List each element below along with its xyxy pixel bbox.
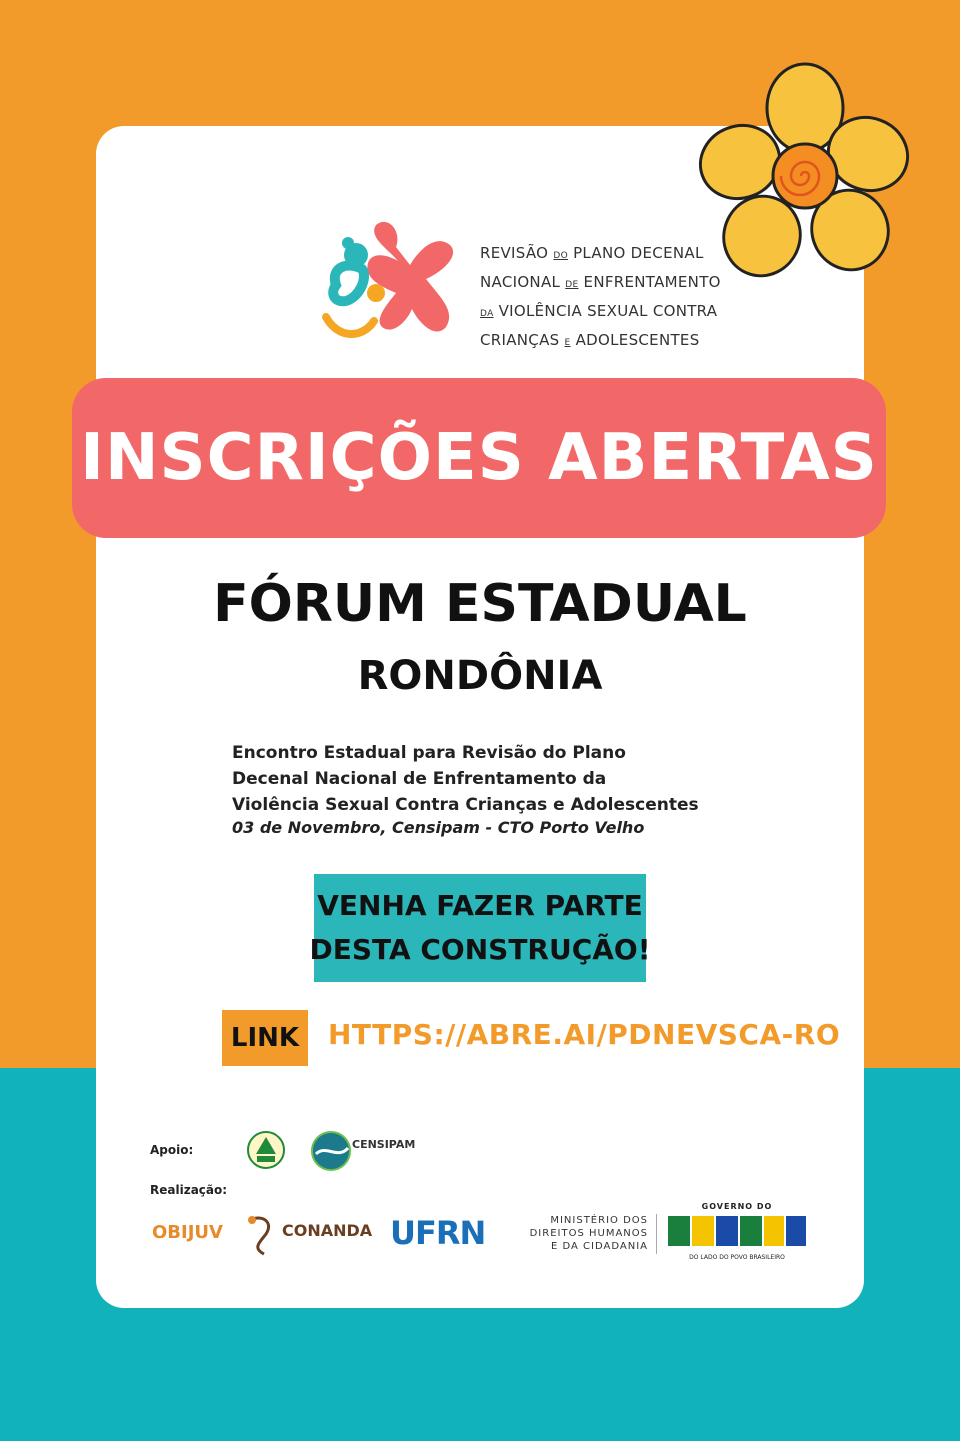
forum-subtitle: RONDÔNIA	[357, 653, 603, 699]
logo-divider	[656, 1214, 657, 1254]
forum-title: FÓRUM ESTADUAL	[213, 574, 747, 634]
link-label-box	[222, 1010, 308, 1066]
censipam-name: CENSIPAM	[352, 1138, 416, 1151]
ministry-logo	[520, 1214, 648, 1253]
obijuv-name: OBIJUV	[152, 1222, 223, 1243]
people-logo-icon	[318, 205, 466, 345]
logo-line-4: CRIANÇAS E ADOLESCENTES	[480, 331, 700, 349]
description-line: Encontro Estadual para Revisão do Plano	[232, 743, 626, 763]
cdca-logo	[246, 1130, 286, 1170]
logo-line-1: REVISÃO DO PLANO DECENAL	[480, 244, 704, 262]
governo-brasil-logo	[666, 1214, 808, 1248]
event-description	[232, 740, 752, 818]
link-label: LINK	[230, 1023, 300, 1053]
description-line: Decenal Nacional de Enfrentamento da	[232, 769, 607, 789]
conanda-name: CONANDA	[282, 1221, 373, 1240]
logo-line-3: DA VIOLÊNCIA SEXUAL CONTRA	[480, 302, 718, 320]
banner-title: INSCRIÇÕES ABERTAS	[80, 421, 878, 495]
ministry-line: MINISTÉRIO DOS	[550, 1215, 648, 1226]
apoio-label: Apoio:	[150, 1143, 194, 1157]
gov-bottom-text: DO LADO DO POVO BRASILEIRO	[689, 1254, 785, 1261]
ministry-line: E DA CIDADANIA	[551, 1241, 648, 1252]
ministry-line: DIREITOS HUMANOS	[529, 1228, 648, 1239]
logo-line-2: NACIONAL DE ENFRENTAMENTO	[480, 273, 721, 291]
registration-banner	[72, 378, 886, 538]
registration-link[interactable]: HTTPS://ABRE.AI/PDNEVSCA-RO	[328, 1018, 841, 1051]
cta-line-1: VENHA FAZER PARTE	[317, 889, 643, 922]
conanda-logo	[244, 1212, 280, 1256]
censipam-logo	[310, 1130, 420, 1172]
description-line: Violência Sexual Contra Crianças e Adolescentes	[232, 795, 699, 815]
plan-title-text	[480, 240, 721, 356]
ufrn-logo: UFRN	[390, 1214, 486, 1252]
cta-line-2: DESTA CONSTRUÇÃO!	[309, 933, 651, 966]
call-to-action-box	[309, 874, 651, 982]
flower-icon	[690, 58, 920, 288]
event-date: 03 de Novembro, Censipam - CTO Porto Velho	[232, 818, 645, 837]
realizacao-label: Realização:	[150, 1183, 228, 1197]
gov-top-text: GOVERNO DO	[701, 1202, 773, 1211]
